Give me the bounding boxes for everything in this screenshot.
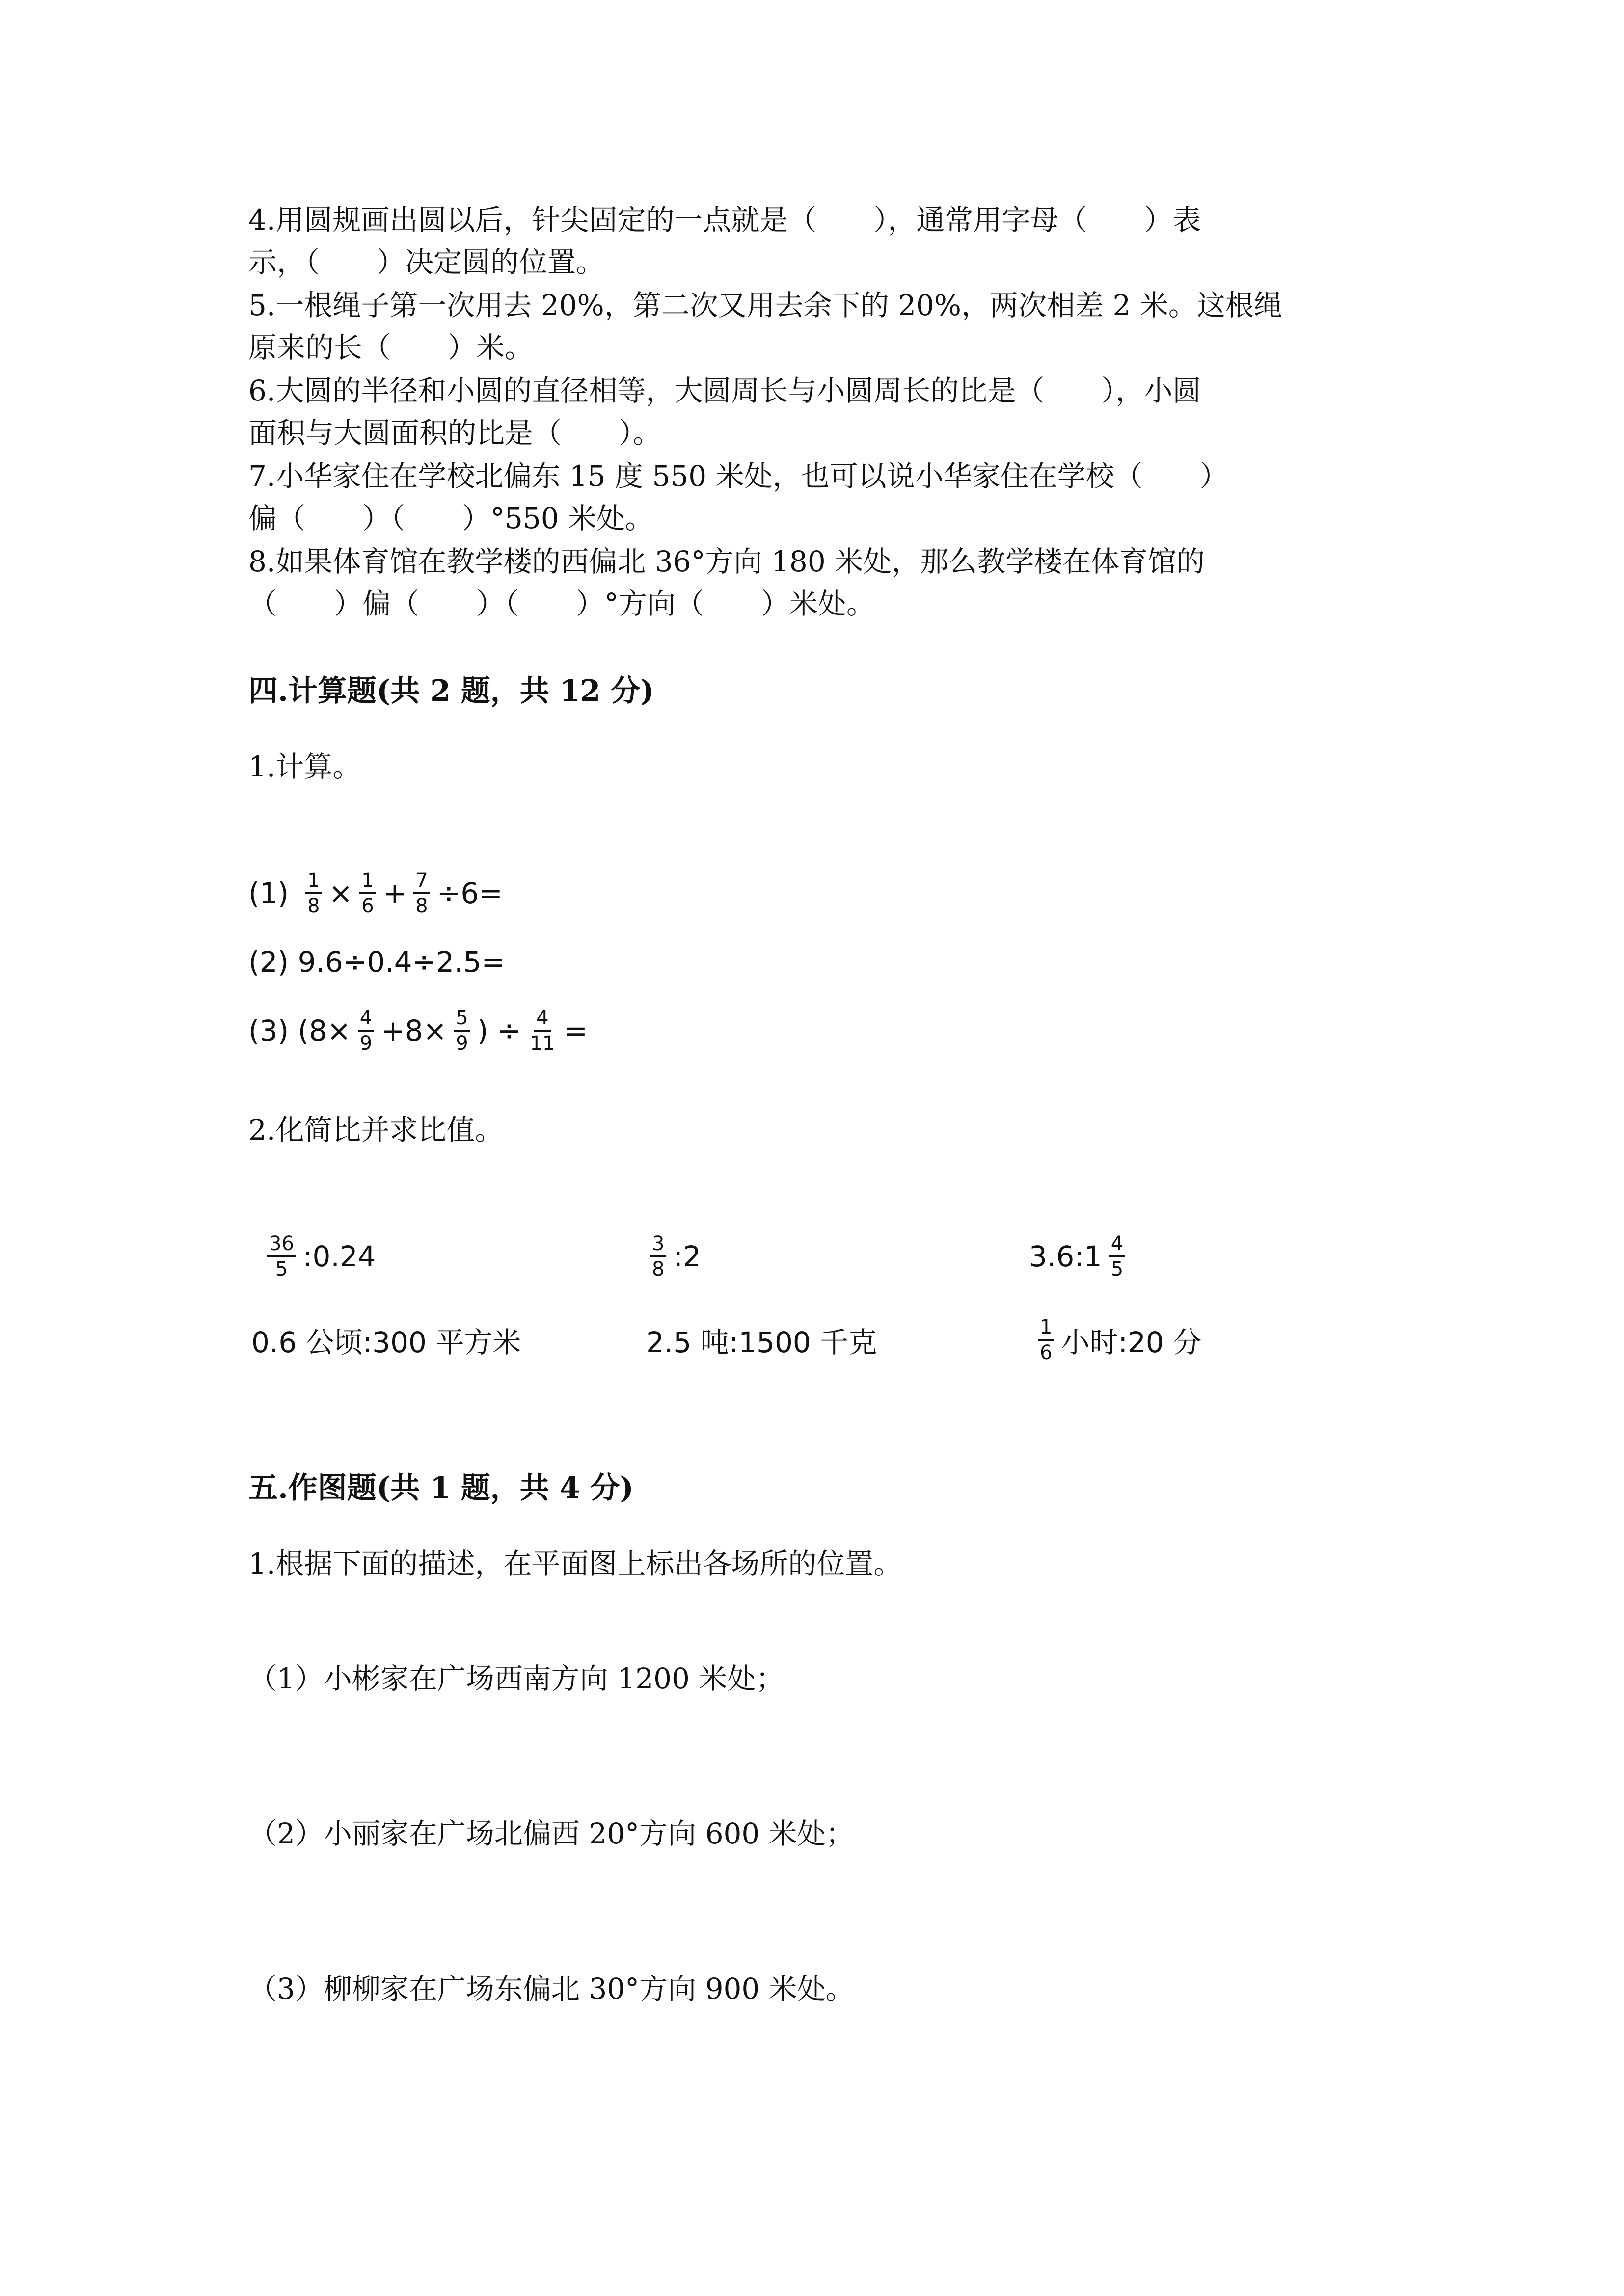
drawing-question-1: 1.根据下面的描述，在平面图上标出各场所的位置。 (248, 1547, 902, 1580)
question-6-line-1: 6.大圆的半径和小圆的直径相等，大圆周长与小圆周长的比是（ ），小圆 (248, 374, 1201, 407)
calc-1-fraction-1: $\frac{1}{8}$ (305, 871, 322, 916)
section-5-title: 五.作图题(共 1 题，共 4 分) (248, 1471, 634, 1505)
calc-item-2: (2) 9.6÷0.4÷2.5= (248, 945, 506, 979)
ratio-3 (1029, 1227, 1132, 1286)
section-4-title: 四.计算题(共 2 题，共 12 分) (248, 674, 654, 708)
question-4-line-1: 4.用圆规画出圆以后，针尖固定的一点就是（ ），通常用字母（ ）表 (248, 203, 1201, 237)
ratio-6-fraction: $\frac{1}{6}$ (1038, 1317, 1054, 1362)
calc-1-op-1: × (328, 877, 353, 910)
ratio-4: 0.6 公顷:300 平方米 (251, 1326, 521, 1359)
ratio-1-tail: :0.24 (302, 1240, 376, 1273)
calc-1-fraction-2: $\frac{1}{6}$ (359, 871, 376, 916)
ratio-6 (1031, 1310, 1201, 1369)
calc-3-tail: = (564, 1014, 588, 1047)
calc-1-tail: ÷6= (436, 877, 503, 910)
ratio-3-fraction: $\frac{4}{5}$ (1109, 1234, 1125, 1279)
ratio-1-fraction: $\frac{36}{5}$ (267, 1234, 296, 1279)
calc-3-fraction-2: $\frac{5}{9}$ (454, 1008, 470, 1053)
ratio-2 (643, 1227, 701, 1286)
question-4-line-2: 示，（ ）决定圆的位置。 (248, 245, 605, 279)
calc-3-mid: +8× (381, 1014, 447, 1047)
drawing-item-2: （2）小丽家在广场北偏西 20°方向 600 米处； (248, 1817, 854, 1850)
ratio-6-tail: 小时:20 分 (1061, 1326, 1202, 1359)
calc-3-fraction-3: $\frac{4}{11}$ (530, 1007, 555, 1055)
drawing-item-1: （1）小彬家在广场西南方向 1200 米处； (248, 1662, 785, 1695)
drawing-item-3: （3）柳柳家在广场东偏北 30°方向 900 米处。 (248, 1972, 854, 2005)
question-7-line-1: 7.小华家住在学校北偏东 15 度 550 米处，也可以说小华家住在学校（ ） (248, 459, 1228, 493)
calc-3-close: ) ÷ (477, 1014, 521, 1047)
calc-question-1: 1.计算。 (248, 750, 361, 783)
question-5-line-2: 原来的长（ ）米。 (248, 331, 534, 364)
ratio-3-head: 3.6:1 (1029, 1240, 1102, 1273)
question-8-line-2: （ ）偏（ ）（ ）°方向（ ）米处。 (248, 587, 875, 620)
calc-1-label: (1) (248, 877, 289, 910)
ratio-question-2: 2.化简比并求比值。 (248, 1113, 504, 1147)
calc-item-1 (248, 864, 503, 923)
question-5-line-1: 5.一根绳子第一次用去 20%，第二次又用去余下的 20%，两次相差 2 米。这根绳 (248, 289, 1282, 322)
question-8-line-1: 8.如果体育馆在教学楼的西偏北 36°方向 180 米处，那么教学楼在体育馆的 (248, 545, 1205, 578)
ratio-2-tail: :2 (673, 1240, 701, 1273)
calc-1-op-2: + (382, 877, 407, 910)
ratio-2-fraction: $\frac{3}{8}$ (650, 1234, 666, 1279)
question-6-line-2: 面积与大圆面积的比是（ ）。 (248, 416, 662, 450)
ratio-5: 2.5 吨:1500 千克 (646, 1326, 877, 1359)
calc-1-fraction-3: $\frac{7}{8}$ (413, 871, 430, 916)
calc-item-3 (248, 1001, 588, 1060)
ratio-1 (260, 1227, 376, 1286)
calc-3-label: (3) (8× (248, 1014, 351, 1047)
calc-3-fraction-1: $\frac{4}{9}$ (358, 1008, 374, 1053)
question-7-line-2: 偏（ ）（ ）°550 米处。 (248, 502, 654, 535)
